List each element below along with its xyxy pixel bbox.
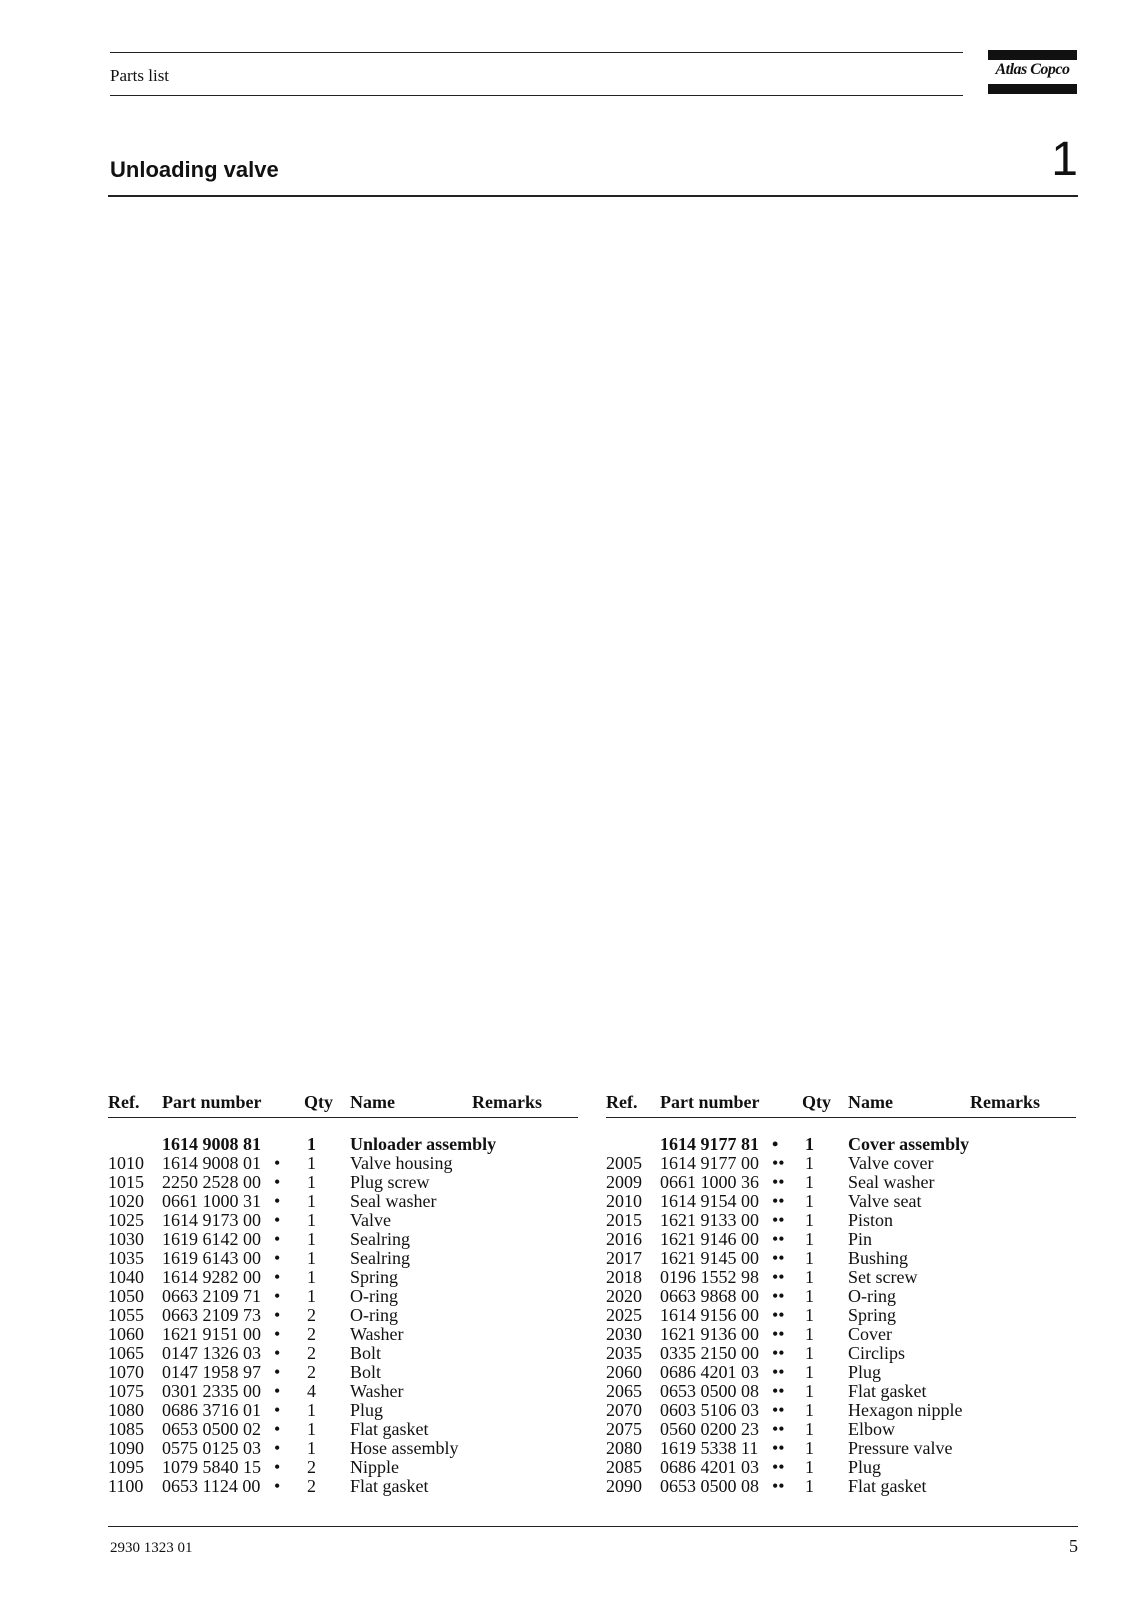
table-row [108,1420,578,1439]
table-row [606,1154,1076,1173]
cell-ref: 1070 [108,1362,144,1382]
table-row [108,1458,578,1477]
cell-name: Seal washer [848,1172,935,1192]
cell-qty: 2 [307,1457,316,1477]
cell-indent-dots: • [274,1191,281,1211]
header-remarks: Remarks [970,1092,1040,1112]
cell-part-number: 1621 9151 00 [162,1324,261,1344]
cell-qty: 2 [307,1343,316,1363]
table-row [606,1230,1076,1249]
header-name: Name [848,1092,893,1112]
footer-rule [108,1526,1078,1527]
cell-ref: 1025 [108,1210,144,1230]
cell-name: Cover [848,1324,892,1344]
cell-part-number: 1619 6142 00 [162,1229,261,1249]
cell-ref: 1055 [108,1305,144,1325]
cell-part-number: 1621 9133 00 [660,1210,759,1230]
cell-qty: 1 [805,1457,814,1477]
cell-name: Circlips [848,1343,905,1363]
cell-part-number: 1619 5338 11 [660,1438,759,1458]
cell-qty: 1 [805,1134,814,1154]
table-row [606,1382,1076,1401]
cell-name: Plug screw [350,1172,430,1192]
cell-name: Plug [350,1400,384,1420]
cell-name: Pressure valve [848,1438,953,1458]
cell-indent-dots: •• [772,1400,785,1420]
table-header-rule [108,1117,578,1118]
header-ref: Ref. [606,1092,638,1112]
cell-indent-dots: •• [772,1476,785,1496]
logo-bottom-bar [988,84,1077,94]
cell-ref: 1020 [108,1191,144,1211]
cell-name: Elbow [848,1419,895,1439]
cell-part-number: 0335 2150 00 [660,1343,759,1363]
table-row [606,1344,1076,1363]
table-header-rule [606,1117,1076,1118]
cell-ref: 1065 [108,1343,144,1363]
cell-name: O-ring [350,1305,398,1325]
table-row [108,1230,578,1249]
cell-qty: 4 [307,1381,316,1401]
table-row [108,1135,578,1154]
table-row [108,1154,578,1173]
cell-name: Plug [848,1457,882,1477]
cell-qty: 1 [805,1191,814,1211]
cell-indent-dots: •• [772,1362,785,1382]
table-row [606,1458,1076,1477]
cell-qty: 2 [307,1324,316,1344]
table-row [606,1173,1076,1192]
cell-name: Set screw [848,1267,918,1287]
cell-part-number: 0196 1552 98 [660,1267,759,1287]
cell-qty: 1 [805,1210,814,1230]
cell-indent-dots: • [274,1210,281,1230]
cell-name: Piston [848,1210,894,1230]
cell-part-number: 0686 4201 03 [660,1457,759,1477]
cell-ref: 1040 [108,1267,144,1287]
table-row [108,1249,578,1268]
cell-part-number: 0663 2109 71 [162,1286,261,1306]
cell-part-number: 1621 9136 00 [660,1324,759,1344]
cell-indent-dots: • [274,1286,281,1306]
cell-name: Flat gasket [848,1476,927,1496]
cell-ref: 2065 [606,1381,642,1401]
table-row [606,1192,1076,1211]
cell-part-number: 1614 9156 00 [660,1305,759,1325]
cell-indent-dots: • [274,1476,281,1496]
cell-ref: 1035 [108,1248,144,1268]
cell-part-number: 0663 2109 73 [162,1305,261,1325]
cell-name: Bushing [848,1248,909,1268]
cell-part-number: 0653 0500 02 [162,1419,261,1439]
cell-ref: 2090 [606,1476,642,1496]
header-qty: Qty [304,1092,333,1112]
table-row [606,1420,1076,1439]
cell-indent-dots: • [274,1267,281,1287]
table-row [606,1439,1076,1458]
cell-qty: 1 [307,1134,316,1154]
cell-qty: 1 [805,1305,814,1325]
cell-part-number: 0661 1000 36 [660,1172,759,1192]
cell-indent-dots: • [274,1343,281,1363]
header-qty: Qty [802,1092,831,1112]
cell-name: Sealring [350,1248,410,1268]
cell-name: Hexagon nipple [848,1400,963,1420]
header-name: Name [350,1092,395,1112]
cell-ref: 2018 [606,1267,642,1287]
cell-qty: 1 [805,1229,814,1249]
cell-ref: 1050 [108,1286,144,1306]
cell-ref: 1090 [108,1438,144,1458]
cell-indent-dots: •• [772,1343,785,1363]
cell-indent-dots: • [274,1419,281,1439]
cell-name: O-ring [350,1286,398,1306]
table-row [108,1268,578,1287]
table-rows [606,1135,1076,1496]
header-top-rule [110,52,963,53]
header-label: Parts list [110,66,170,85]
cell-part-number: 0575 0125 03 [162,1438,261,1458]
cell-qty: 1 [307,1191,316,1211]
cell-part-number: 0661 1000 31 [162,1191,261,1211]
cell-indent-dots: • [274,1229,281,1249]
cell-indent-dots: •• [772,1172,785,1192]
cell-ref: 1100 [108,1476,144,1496]
cell-name: Seal washer [350,1191,437,1211]
header-remarks: Remarks [472,1092,542,1112]
table-row [606,1306,1076,1325]
cell-name: Valve housing [350,1153,453,1173]
cell-part-number: 1614 9173 00 [162,1210,261,1230]
cell-name: Bolt [350,1343,382,1363]
table-row [108,1173,578,1192]
cell-qty: 1 [805,1438,814,1458]
cell-ref: 2009 [606,1172,642,1192]
cell-qty: 1 [805,1286,814,1306]
cell-ref: 1085 [108,1419,144,1439]
cell-ref: 1075 [108,1381,144,1401]
cell-ref: 2017 [606,1248,642,1268]
section-number: 1 [1051,133,1078,186]
cell-indent-dots: •• [772,1267,785,1287]
cell-part-number: 1614 9008 81 [162,1134,261,1154]
cell-ref: 2010 [606,1191,642,1211]
cell-indent-dots: • [772,1134,779,1154]
cell-ref: 2075 [606,1419,642,1439]
cell-ref: 2030 [606,1324,642,1344]
cell-name: Washer [350,1324,404,1344]
cell-qty: 2 [307,1476,316,1496]
footer-document-number: 2930 1323 01 [110,1540,193,1556]
cell-indent-dots: • [274,1400,281,1420]
cell-qty: 1 [805,1324,814,1344]
cell-indent-dots: • [274,1457,281,1477]
cell-name: Unloader assembly [350,1134,497,1154]
cell-name: Spring [848,1305,897,1325]
cell-qty: 1 [805,1343,814,1363]
cell-qty: 1 [805,1248,814,1268]
table-row [606,1249,1076,1268]
cell-indent-dots: • [274,1248,281,1268]
cell-part-number: 1614 9154 00 [660,1191,759,1211]
table-row [108,1382,578,1401]
table-row [606,1268,1076,1287]
cell-ref: 2005 [606,1153,642,1173]
cell-indent-dots: • [274,1438,281,1458]
cell-part-number: 1614 9177 00 [660,1153,759,1173]
parts-table-left [108,1092,578,1496]
cell-ref: 2060 [606,1362,642,1382]
cell-ref: 2035 [606,1343,642,1363]
header-part-number: Part number [660,1092,760,1112]
table-row [606,1287,1076,1306]
table-header [606,1092,1076,1116]
cell-name: Flat gasket [350,1476,429,1496]
cell-name: Cover assembly [848,1134,970,1154]
table-header [108,1092,578,1116]
cell-name: Bolt [350,1362,382,1382]
cell-part-number: 0653 0500 08 [660,1381,759,1401]
cell-indent-dots: •• [772,1324,785,1344]
header-part-number: Part number [162,1092,262,1112]
section-rule [108,195,1078,197]
cell-name: Flat gasket [848,1381,927,1401]
cell-indent-dots: • [274,1153,281,1173]
cell-indent-dots: •• [772,1457,785,1477]
cell-ref: 1010 [108,1153,144,1173]
cell-part-number: 0560 0200 23 [660,1419,759,1439]
cell-qty: 1 [307,1438,316,1458]
cell-part-number: 0301 2335 00 [162,1381,261,1401]
cell-indent-dots: •• [772,1286,785,1306]
cell-part-number: 1614 9177 81 [660,1134,759,1154]
cell-name: Hose assembly [350,1438,459,1458]
atlas-copco-logo [988,50,1077,94]
cell-ref: 1080 [108,1400,144,1420]
cell-part-number: 0603 5106 03 [660,1400,759,1420]
cell-ref: 2070 [606,1400,642,1420]
cell-qty: 1 [307,1286,316,1306]
cell-ref: 1030 [108,1229,144,1249]
section-title: Unloading valve [110,157,279,182]
cell-name: Spring [350,1267,399,1287]
cell-qty: 1 [805,1172,814,1192]
table-row [606,1477,1076,1496]
cell-qty: 1 [805,1476,814,1496]
cell-indent-dots: •• [772,1248,785,1268]
cell-indent-dots: • [274,1324,281,1344]
cell-indent-dots: •• [772,1153,785,1173]
cell-part-number: 1619 6143 00 [162,1248,261,1268]
cell-name: O-ring [848,1286,896,1306]
table-row [108,1306,578,1325]
cell-indent-dots: •• [772,1438,785,1458]
table-row [108,1287,578,1306]
cell-ref: 2080 [606,1438,642,1458]
cell-name: Sealring [350,1229,410,1249]
cell-part-number: 0653 0500 08 [660,1476,759,1496]
cell-indent-dots: • [274,1305,281,1325]
cell-indent-dots: •• [772,1191,785,1211]
cell-part-number: 0686 4201 03 [660,1362,759,1382]
header-ref: Ref. [108,1092,140,1112]
cell-name: Plug [848,1362,882,1382]
cell-part-number: 1614 9008 01 [162,1153,261,1173]
logo-top-bar [988,50,1077,60]
cell-part-number: 1621 9145 00 [660,1248,759,1268]
table-row [606,1211,1076,1230]
cell-name: Valve cover [848,1153,934,1173]
cell-qty: 1 [307,1248,316,1268]
cell-ref: 1095 [108,1457,144,1477]
cell-name: Flat gasket [350,1419,429,1439]
footer-page-number: 5 [1069,1536,1078,1556]
cell-part-number: 0653 1124 00 [162,1476,261,1496]
cell-qty: 1 [307,1229,316,1249]
table-row [108,1401,578,1420]
cell-ref: 1060 [108,1324,144,1344]
table-row [606,1363,1076,1382]
cell-ref: 2020 [606,1286,642,1306]
cell-name: Pin [848,1229,873,1249]
cell-qty: 1 [805,1362,814,1382]
cell-qty: 1 [805,1267,814,1287]
cell-indent-dots: •• [772,1210,785,1230]
cell-indent-dots: • [274,1172,281,1192]
cell-qty: 1 [307,1172,316,1192]
table-row [606,1325,1076,1344]
cell-qty: 1 [307,1400,316,1420]
cell-qty: 1 [805,1381,814,1401]
cell-qty: 1 [307,1210,316,1230]
table-row [108,1439,578,1458]
cell-ref: 2025 [606,1305,642,1325]
cell-ref: 2085 [606,1457,642,1477]
cell-ref: 2016 [606,1229,642,1249]
cell-ref: 2015 [606,1210,642,1230]
cell-indent-dots: •• [772,1381,785,1401]
cell-name: Valve seat [848,1191,922,1211]
cell-indent-dots: •• [772,1305,785,1325]
table-row [108,1363,578,1382]
cell-qty: 1 [805,1153,814,1173]
cell-part-number: 0147 1958 97 [162,1362,261,1382]
table-row [606,1135,1076,1154]
header-bottom-rule [110,95,963,96]
cell-name: Valve [350,1210,391,1230]
cell-indent-dots: • [274,1362,281,1382]
cell-part-number: 0686 3716 01 [162,1400,261,1420]
cell-part-number: 1614 9282 00 [162,1267,261,1287]
cell-qty: 1 [307,1267,316,1287]
table-row [108,1192,578,1211]
cell-part-number: 0147 1326 03 [162,1343,261,1363]
cell-qty: 1 [307,1419,316,1439]
cell-part-number: 1621 9146 00 [660,1229,759,1249]
table-rows [108,1135,578,1496]
cell-ref: 1015 [108,1172,144,1192]
cell-part-number: 2250 2528 00 [162,1172,261,1192]
logo-wordmark: Atlas Copco [995,61,1070,78]
table-row [108,1325,578,1344]
cell-indent-dots: •• [772,1229,785,1249]
table-row [108,1211,578,1230]
cell-qty: 1 [805,1419,814,1439]
cell-qty: 2 [307,1305,316,1325]
cell-part-number: 0663 9868 00 [660,1286,759,1306]
cell-part-number: 1079 5840 15 [162,1457,261,1477]
cell-name: Washer [350,1381,404,1401]
table-row [606,1401,1076,1420]
table-row [108,1477,578,1496]
parts-table-right [606,1092,1076,1496]
cell-indent-dots: •• [772,1419,785,1439]
table-row [108,1344,578,1363]
cell-qty: 2 [307,1362,316,1382]
cell-qty: 1 [805,1400,814,1420]
cell-qty: 1 [307,1153,316,1173]
cell-name: Nipple [350,1457,399,1477]
cell-indent-dots: • [274,1381,281,1401]
